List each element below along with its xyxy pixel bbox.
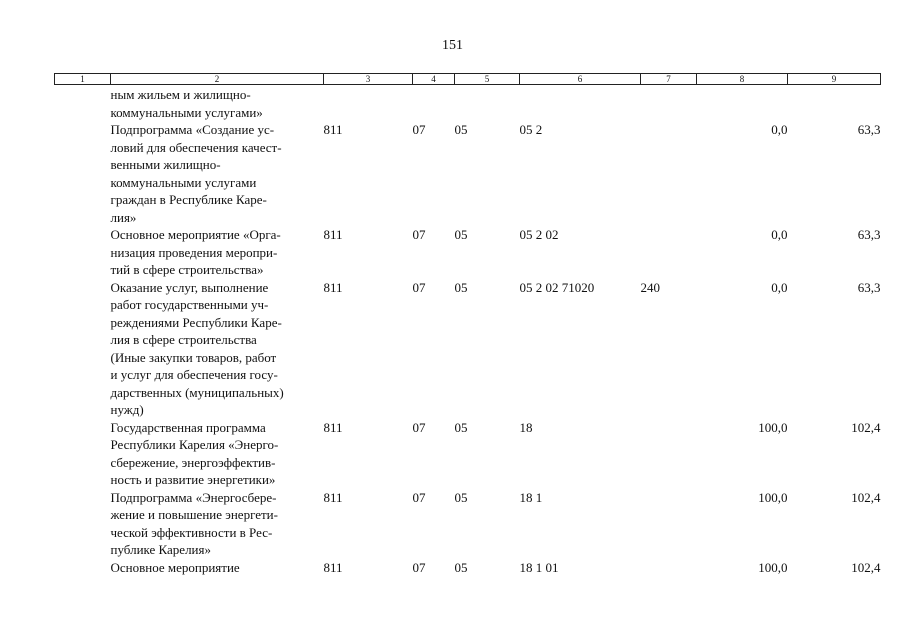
row-cell-target-article: 05 2 02: [519, 227, 559, 242]
row-cell-col1: [55, 279, 111, 419]
row-cell-target-article: 18: [519, 419, 533, 435]
row-name-line: ческой эффективности в Рес-: [110, 524, 273, 540]
column-header-9: 9: [788, 74, 881, 85]
row-name-line: жение и повышение энергети-: [110, 507, 278, 522]
row-name-line: реждениями Республики Каре-: [110, 314, 282, 330]
row-cell-subsection: 05: [454, 559, 468, 575]
row-name-line: Оказание услуг, выполнение: [110, 279, 269, 295]
column-header-5: 5: [455, 74, 520, 85]
row-cell-section: 07: [412, 122, 426, 137]
row-cell-section: 07: [412, 279, 426, 295]
table-row: [55, 121, 881, 226]
row-name-line: граждан в Республике Каре-: [110, 192, 267, 207]
row-cell-section: [413, 85, 455, 122]
row-cell-col1: [55, 226, 111, 279]
row-cell-target-article: 05 2: [519, 122, 543, 137]
row-cell-amount-1: [697, 85, 788, 122]
row-cell-amount-2: [788, 85, 881, 122]
row-cell-amount-1: 0,0: [771, 279, 788, 295]
row-name-line: сбережение, энергоэффектив-: [110, 454, 276, 470]
row-name-line: Республики Карелия «Энерго-: [110, 437, 279, 452]
row-name-cell: [111, 279, 324, 419]
row-name-line: нужд): [110, 402, 144, 417]
row-cell-amount-2: 102,4: [851, 559, 881, 575]
row-cell-amount-2: 102,4: [851, 489, 881, 505]
row-cell-admin-code: [324, 85, 413, 122]
row-name-line: ность и развитие энергетики»: [110, 472, 276, 487]
row-cell-expense-type: [641, 489, 697, 559]
row-cell-admin-code: 811: [323, 489, 343, 505]
row-name-cell: [111, 419, 324, 489]
column-header-6: 6: [520, 74, 641, 85]
row-name-line: коммунальными услугами»: [110, 104, 263, 120]
row-cell-section: 07: [412, 227, 426, 242]
row-cell-subsection: [455, 85, 520, 122]
row-cell-amount-2: 63,3: [857, 279, 881, 295]
row-cell-target-article: 05 2 02 71020: [519, 279, 595, 295]
column-header-3: 3: [324, 74, 413, 85]
row-cell-target-article: [520, 85, 641, 122]
row-cell-amount-1: 100,0: [758, 559, 788, 575]
row-cell-admin-code: 811: [323, 122, 343, 137]
column-header-8: 8: [697, 74, 788, 85]
row-cell-expense-type: [641, 559, 697, 577]
row-cell-subsection: 05: [454, 489, 468, 505]
row-cell-expense-type: 240: [640, 279, 660, 295]
row-name-line: Подпрограмма «Энергосбере-: [110, 489, 277, 505]
table-body: [55, 85, 881, 577]
row-cell-expense-type: [641, 226, 697, 279]
row-name-line: лия»: [110, 209, 137, 225]
row-name-cell: [111, 226, 324, 279]
row-name-line: и услуг для обеспечения госу-: [110, 367, 278, 382]
row-name-line: коммунальными услугами: [110, 174, 257, 190]
row-cell-expense-type: [641, 121, 697, 226]
row-name-line: публике Карелия»: [110, 542, 211, 557]
table-row: [55, 559, 881, 577]
row-cell-amount-1: 100,0: [758, 489, 788, 505]
row-cell-col1: [55, 121, 111, 226]
row-cell-admin-code: 811: [323, 279, 343, 295]
row-cell-amount-1: 100,0: [758, 419, 788, 435]
page-number: 151: [442, 38, 463, 53]
row-cell-subsection: 05: [454, 122, 468, 137]
row-cell-col1: [55, 559, 111, 577]
table-row: [55, 279, 881, 419]
row-cell-target-article: 18 1: [519, 489, 543, 505]
row-cell-admin-code: 811: [323, 419, 343, 435]
row-name-line: Основное мероприятие: [110, 559, 240, 575]
budget-table: [54, 73, 881, 576]
row-name-line: Государственная программа: [110, 419, 266, 435]
row-name-cell: [111, 85, 324, 122]
row-name-line: (Иные закупки товаров, работ: [110, 349, 277, 365]
row-cell-subsection: 05: [454, 227, 468, 242]
table-row: [55, 85, 881, 122]
table-row: [55, 419, 881, 489]
row-cell-subsection: 05: [454, 279, 468, 295]
row-cell-col1: [55, 419, 111, 489]
row-cell-admin-code: 811: [323, 227, 343, 242]
row-cell-section: 07: [412, 559, 426, 575]
row-cell-amount-2: 63,3: [857, 122, 881, 137]
row-cell-amount-2: 102,4: [851, 419, 881, 435]
column-number-header-row: [55, 74, 881, 85]
row-cell-section: 07: [412, 489, 426, 505]
column-header-2: 2: [111, 74, 324, 85]
column-header-4: 4: [413, 74, 455, 85]
row-cell-target-article: 18 1 01: [519, 559, 559, 575]
row-cell-amount-2: 63,3: [857, 227, 881, 242]
table-row: [55, 489, 881, 559]
row-cell-subsection: 05: [454, 419, 468, 435]
column-header-7: 7: [641, 74, 697, 85]
row-name-line: Подпрограмма «Создание ус-: [110, 122, 275, 137]
row-cell-col1: [55, 85, 111, 122]
row-name-line: работ государственными уч-: [110, 297, 269, 312]
row-cell-amount-1: 0,0: [771, 227, 788, 242]
row-cell-expense-type: [641, 419, 697, 489]
row-cell-col1: [55, 489, 111, 559]
row-name-cell: [111, 489, 324, 559]
row-name-cell: [111, 559, 324, 577]
column-header-1: 1: [55, 74, 111, 85]
row-name-line: Основное мероприятие «Орга-: [110, 227, 281, 242]
row-name-line: ловий для обеспечения качест-: [110, 139, 282, 155]
table-row: [55, 226, 881, 279]
row-name-line: дарственных (муниципальных): [110, 384, 284, 400]
row-cell-admin-code: 811: [323, 559, 343, 575]
row-cell-section: 07: [412, 419, 426, 435]
row-name-line: низация проведения меропри-: [110, 244, 278, 260]
row-name-line: венными жилищно-: [110, 157, 221, 172]
row-name-cell: [111, 121, 324, 226]
row-name-line: ным жильем и жилищно-: [110, 87, 251, 102]
row-name-line: лия в сфере строительства: [110, 332, 257, 347]
row-name-line: тий в сфере строительства»: [110, 262, 264, 277]
row-cell-expense-type: [641, 85, 697, 122]
row-cell-amount-1: 0,0: [771, 122, 788, 137]
